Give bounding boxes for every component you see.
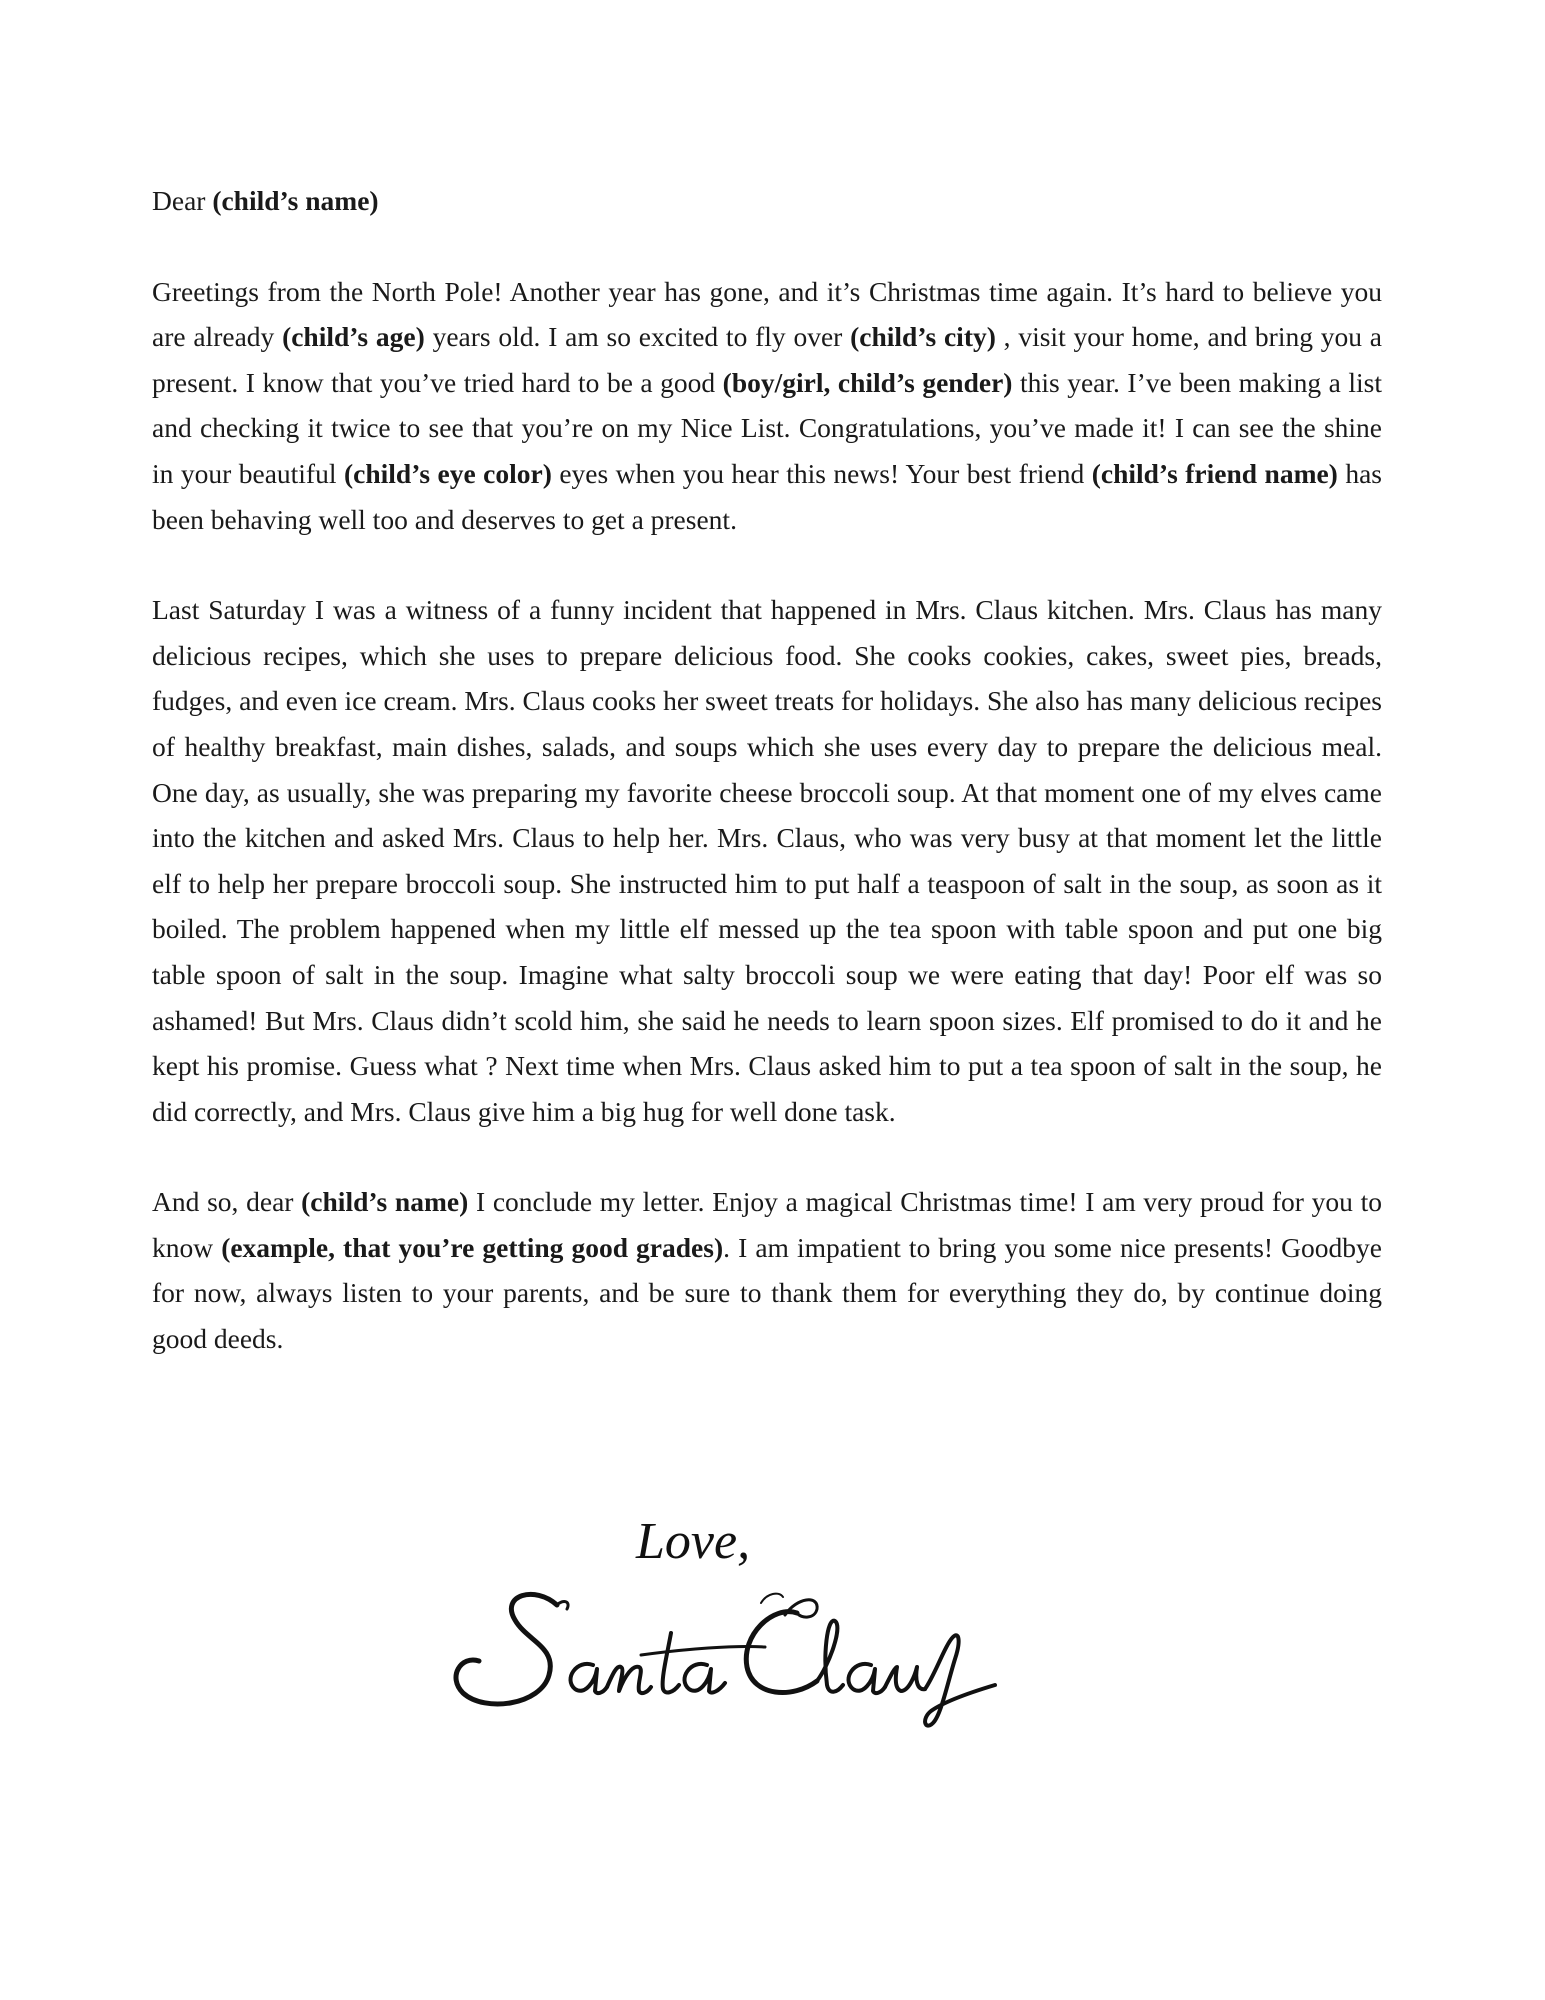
p3-text-3: . I am impatient to bring you some nice presents! Goodbye for now, always listen to your parents, and be sure to thank them for everything they do, by continue doing good deeds.	[152, 1231, 1382, 1355]
placeholder-child-eye-color: (child’s eye color)	[343, 457, 552, 489]
placeholder-example: (example, that you’re getting good grades)	[221, 1231, 724, 1263]
salutation	[152, 178, 1382, 224]
placeholder-child-name-2: (child’s name)	[301, 1186, 469, 1218]
placeholder-child-age: (child’s age)	[282, 321, 425, 353]
letter-body	[152, 178, 1382, 1407]
closing-love: Love,	[636, 1513, 751, 1570]
paragraph-1	[152, 269, 1382, 543]
p3-text-1: And so, dear	[152, 1186, 302, 1218]
paragraph-3	[152, 1179, 1382, 1361]
p1-text-2: years old. I am so excited to fly over	[424, 321, 851, 353]
p1-text-3: , visit your home, and bring you a present. I know that you’ve tried hard to be a good	[152, 321, 1383, 398]
santa-claus-signature	[445, 1575, 1035, 1730]
placeholder-child-city: (child’s city)	[850, 321, 996, 353]
placeholder-child-name: (child’s name)	[212, 185, 379, 216]
p1-text-5: eyes when you hear this news! Your best friend	[551, 457, 1092, 489]
p1-text-6: has been behaving well too and deserves to get a present.	[152, 457, 1382, 535]
p1-text-1: Greetings from the North Pole! Another year has gone, and it’s Christmas time again. It’s hard to believe you are already	[152, 275, 1382, 353]
placeholder-child-gender: (boy/girl, child’s gender)	[722, 366, 1013, 398]
placeholder-child-friend-name: (child’s friend name)	[1091, 457, 1338, 489]
p3-text-2: I conclude my letter. Enjoy a magical Christmas time! I am very proud for you to know	[152, 1186, 1382, 1263]
paragraph-2: Last Saturday I was a witness of a funny incident that happened in Mrs. Claus kitchen. Mrs. Claus has many delicious recipes, which she uses to prepare delicious food. She cooks cookies, cakes, sweet pies, breads, fudges, and even ice cream. Mrs. Claus cooks her sweet treats for holidays. She also has many delicious recipes of healthy breakfast, main dishes, salads, and soups which she uses every day to prepare the delicious meal. One day, as usually, she was preparing my favorite cheese broccoli soup. At that moment one of my elves came into the kitchen and asked Mrs. Claus to help her. Mrs. Claus, who was very busy at that moment let the little elf to help her prepare broccoli soup. She instructed him to put half a teaspoon of salt in the soup, as soon as it boiled. The problem happened when my little elf messed up the tea spoon with table spoon and put one big table spoon of salt in the soup. Imagine what salty broccoli soup we were eating that day! Poor elf was so ashamed! But Mrs. Claus didn’t scold him, she said he needs to learn spoon sizes. Elf promised to do it and he kept his promise. Guess what ? Next time when Mrs. Claus asked him to put a tea spoon of salt in the soup, he did correctly, and Mrs. Claus give him a big hug for well done task.	[152, 594, 1382, 1127]
greeting-word: Dear	[152, 185, 206, 216]
p1-text-4: this year. I’ve been making a list and checking it twice to see that you’re on my Nice List. Congratulations, you’ve made it! I can see the shine in your beautiful	[152, 366, 1382, 489]
